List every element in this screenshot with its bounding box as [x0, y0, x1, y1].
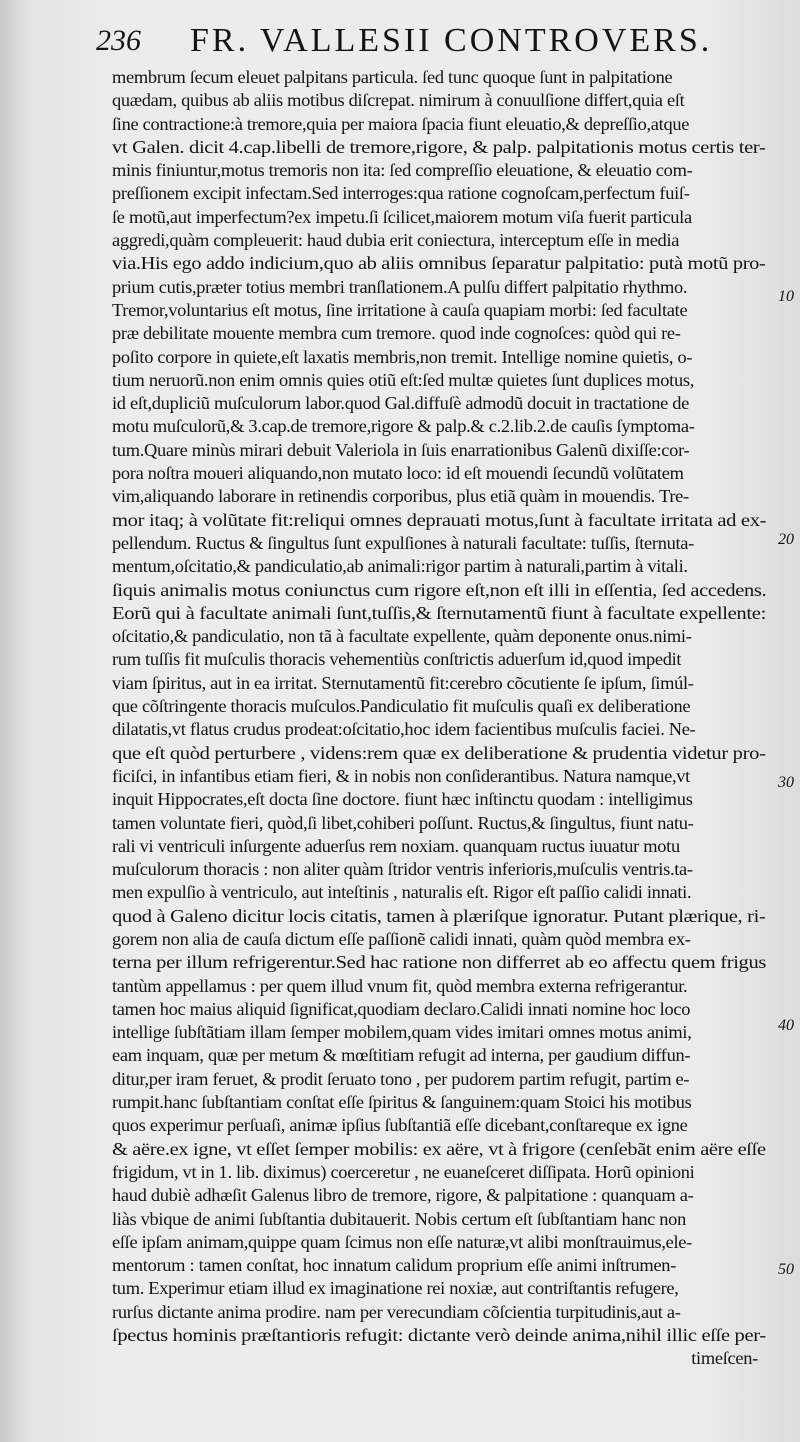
- text-line: haud dubiè adhæſit Galenus libro de tremore, rigore, & palpitatione : quanquam a-: [112, 1185, 694, 1206]
- line-number-10: 10: [778, 288, 794, 305]
- text-line: vim,aliquando laborare in retinendis corporibus, plus etiã quàm in mouendis. Tre-: [112, 486, 689, 507]
- text-line: rumpit.hanc ſubſtantiam conſtat eſſe ſpiritus & ſanguinem:quam Stoici his motibus: [112, 1092, 692, 1113]
- catchword: timeſcen-: [691, 1348, 758, 1369]
- text-line: & aëre.ex igne, vt eſſet ſemper mobilis: ex aëre, vt à frigore (cenſebãt enim aëre eſſe: [112, 1138, 766, 1159]
- text-line: que eſt quòd perturbere , videns:rem quæ ex deliberatione & prudentia videtur pro-: [112, 742, 766, 763]
- text-line: eſſe ipſam animam,quippe quam ſcimus non eſſe naturæ,vt alibi monſtrauimus,ele-: [112, 1231, 692, 1252]
- text-line: quos experimur perſuaſi, animæ ipſius ſubſtantiã eſſe dicebant,conſtareque ex igne: [112, 1115, 688, 1136]
- text-line: dilatatis,vt flatus crudus prodeat:oſcitatio,hoc idem facientibus muſculis faciei. Ne-: [112, 719, 696, 740]
- text-line: mor itaq; à volũtate fit:reliqui omnes deprauati motus,ſunt à facultate irritata ad ex-: [112, 509, 767, 530]
- text-line: frigidum, vt in 1. lib. diximus) coerceretur , ne euaneſceret diſſipata. Horũ opinioni: [112, 1161, 695, 1182]
- text-line: tamen hoc maius aliquid ſignificat,quodiam declaro.Calidi innati nomine hoc loco: [112, 998, 691, 1019]
- text-line: rali vi ventriculi inſurgente aduerſus rem noxiam. quanquam ructus iuuatur motu: [112, 835, 680, 856]
- text-line: muſculorum thoracis : non aliter quàm ſtridor ventris inferioris,muſculis ventris.ta-: [112, 859, 693, 880]
- line-number-40: 40: [778, 1017, 794, 1034]
- text-line: intellige ſubſtãtiam illam ſemper mobilem,quam vides imitari omnes motus animi,: [112, 1022, 692, 1043]
- text-line: tium neruorũ.non enim omnis quies otiũ eſt:ſed multæ quietes ſunt duplices motus,: [112, 369, 695, 390]
- text-line: ſpectus hominis præſtantioris refugit: dictante verò deinde anima,nihil illic eſſe per-: [112, 1325, 766, 1346]
- text-line: aggredi,quàm compleuerit: haud dubia erit coniectura, interceptum eſſe in media: [112, 230, 680, 251]
- text-line: membrum ſecum eleuet palpitans particula. ſed tunc quoque ſunt in palpitatione: [112, 67, 673, 87]
- text-line: que cõſtringente thoracis muſculos.Pandiculatio fit muſculis quaſi ex deliberatione: [112, 696, 691, 717]
- text-line: gorem non alia de cauſa dictum eſſe paſſionẽ calidi innati, quàm quòd membra ex-: [112, 928, 691, 949]
- text-line: tantùm appellamus : per quem illud vnum fit, quòd membra externa refrigerantur.: [112, 975, 688, 996]
- text-line: tamen voluntate fieri, quòd,ſi libet,cohiberi poſſunt. Ructus,& ſingultus, fiunt natu-: [112, 812, 694, 833]
- text-line: viam ſpiritus, aut in ea irritat. Sternutamentũ fit:cerebro cõcutiente ſe ipſum, ſimúl-: [112, 672, 694, 693]
- line-number-20: 20: [778, 531, 794, 548]
- text-line: rurſus dictante anima prodire. nam per verecundiam cõſcientia turpitudinis,aut a-: [112, 1301, 681, 1322]
- body-text: [112, 66, 766, 1371]
- text-line: preſſionem excipit infectam.Sed interroges:qua ratione cognoſcam,perfectum fuiſ-: [112, 183, 690, 204]
- text-line: vt Galen. dicit 4.cap.libelli de tremore,rigore, & palp. palpitationis motus certis ter-: [112, 136, 766, 157]
- text-line: quædam, quibus ab aliis motibus diſcrepat. nimirum à conuulſione differt,quia eſt: [112, 90, 685, 111]
- text-line: ſiquis animalis motus coniunctus cum rigore eſt,non eſt illi in eſſentia, ſed accedens.: [112, 579, 767, 600]
- text-line: ſe motũ,aut imperfectum?ex impetu.ſi ſcilicet,maiorem motum viſa fuerit particula: [112, 206, 692, 227]
- line-number-50: 50: [778, 1261, 794, 1278]
- text-line: poſito corpore in quiete,eſt laxatis membris,non tremit. Intellige nomine quietis, o-: [112, 346, 693, 367]
- text-line: id eſt,dupliciũ muſculorum labor.quod Gal.diffuſè admodũ docuit in tractatione de: [112, 393, 690, 414]
- running-title: FR. VALLESII CONTROVERS.: [190, 22, 713, 59]
- text-line: minis finiuntur,motus tremoris non ita: ſed compreſſio eleuatione, & eleuatio com-: [112, 160, 693, 181]
- text-line: liàs vbique de animi ſubſtantia dubitauerit. Nobis certum eſt ſubſtantiam hanc non: [112, 1208, 686, 1229]
- text-line: Tremor,voluntarius eſt motus, ſine irritatione à cauſa quapiam morbi: ſed facultate: [112, 299, 688, 320]
- page-number: 236: [96, 24, 141, 57]
- text-line: quod à Galeno dicitur locis citatis, tamen à plæriſque ignoratur. Putant plærique, ri-: [112, 905, 766, 926]
- text-line: ficiſci, in infantibus etiam fieri, & in nobis non conſiderantibus. Natura namque,vt: [112, 765, 690, 786]
- text-line: ſine contractione:à tremore,quia per maiora ſpacia fiunt eleuatio,& depreſſio,atque: [112, 113, 690, 134]
- text-line: prium cutis,præter totius membri tranſlationem.A pulſu differt palpitatio rhythmo.: [112, 276, 688, 297]
- text-line: via.His ego addo indicium,quo ab aliis omnibus ſeparatur palpitatio: putà motũ pro-: [112, 253, 766, 274]
- text-line: tum.Quare minùs mirari debuit Valeriola in ſuis enarrationibus Galenũ dixiſſe:cor-: [112, 439, 690, 460]
- text-line: motu muſculorũ,& 3.cap.de tremore,rigore & palp.& c.2.lib.2.de cauſis ſymptoma-: [112, 416, 695, 437]
- text-line: terna per illum refrigerentur.Sed hac ratione non differret ab eo affectu quem frigus: [112, 952, 767, 973]
- text-line: præ debilitate mouente membra cum tremore. quod inde cognoſces: quòd qui re-: [112, 323, 681, 344]
- text-line: inquit Hippocrates,eſt docta ſine doctore. fiunt hæc inſtinctu quodam : intelligimus: [112, 789, 693, 810]
- text-line: ditur,per iram feruet, & prodit ſeruato tono , per pudorem partim refugit, partim e-: [112, 1068, 690, 1089]
- text-line: oſcitatio,& pandiculatio, non tã à facultate expellente, quàm deponente onus.nimi-: [112, 626, 692, 647]
- text-line: pora noſtra moueri aliquando,non mutato loco: id eſt mouendi ſecundũ volũtatem: [112, 463, 684, 484]
- text-line: Eorũ qui à facultate animali ſunt,tuſſis,& ſternutamentũ fiunt à facultate expellente:: [112, 602, 766, 623]
- text-line: eam inquam, quæ per metum & mœſtitiam refugit ad interna, per gaudium diffun-: [112, 1045, 691, 1066]
- text-line: tum. Experimur etiam illud ex imaginatione rei noxiæ, aut contriſtantis refugere,: [112, 1278, 679, 1299]
- text-line: mentorum : tamen conſtat, hoc innatum calidum proprium eſſe animi inſtrumen-: [112, 1255, 677, 1276]
- line-number-30: 30: [778, 774, 794, 791]
- text-line: pellendum. Ructus & ſingultus ſunt expulſiones à naturali facultate: tuſſis, ſternuta-: [112, 532, 694, 553]
- text-line: mentum,oſcitatio,& pandiculatio,ab animali:rigor partim à naturali,partim à vitali.: [112, 556, 688, 577]
- text-line: men expulſio à ventriculo, aut inteſtinis , naturalis eſt. Rigor eſt paſſio calidi innati.: [112, 882, 692, 903]
- text-line: rum tuſſis fit muſculis thoracis vehementiùs conſtrictis aduerſum id,quod impedit: [112, 649, 682, 670]
